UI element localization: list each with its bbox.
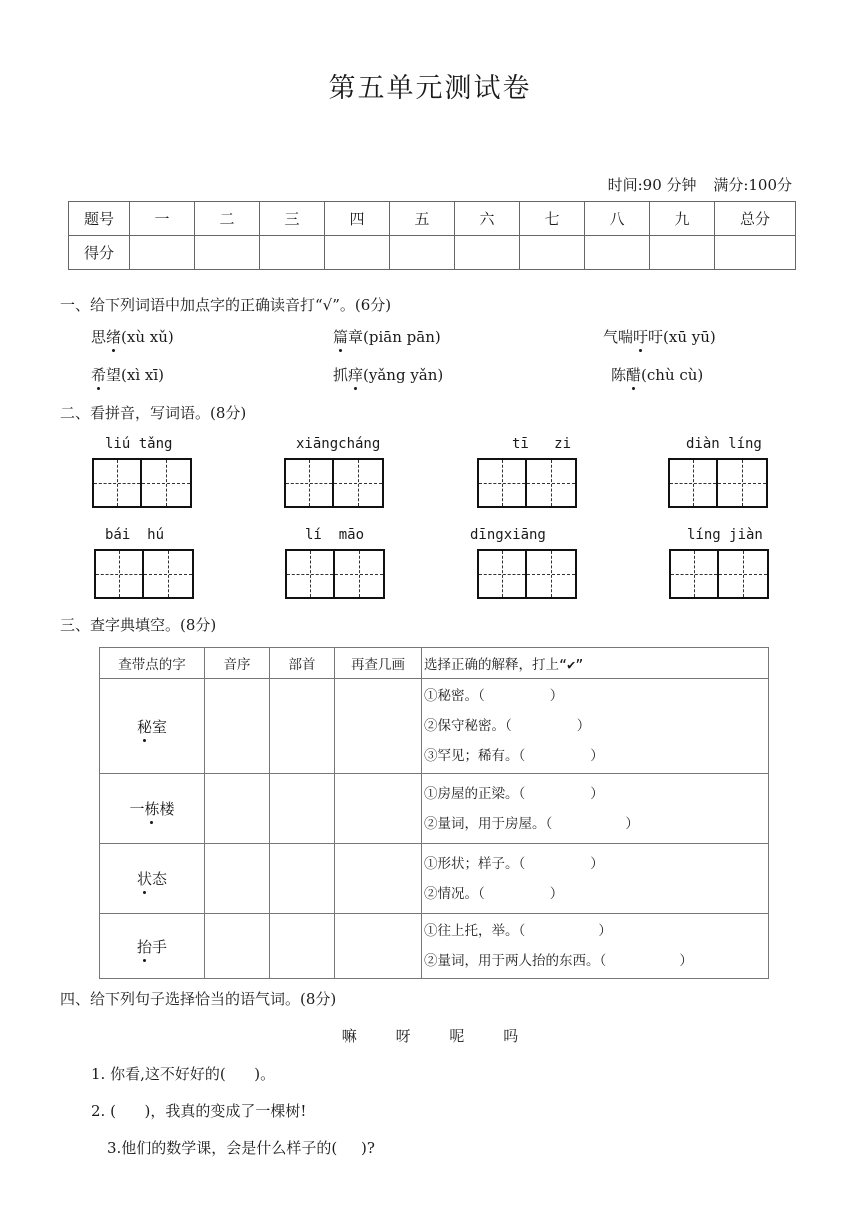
- option[interactable]: ①往上托，举。（ ）: [424, 923, 612, 939]
- dict-options: [422, 774, 769, 844]
- word-bank: [0, 1025, 860, 1046]
- score-cell[interactable]: [650, 236, 715, 270]
- writing-grid[interactable]: [334, 458, 384, 508]
- pronunciation-item[interactable]: [333, 326, 441, 347]
- blank-cell[interactable]: [335, 844, 422, 914]
- pinyin-label: líng jiàn: [687, 527, 763, 543]
- writing-grid[interactable]: [527, 549, 577, 599]
- tianzige-pair[interactable]: [284, 458, 384, 508]
- pronunciation-item[interactable]: [603, 326, 716, 347]
- tianzige-pair[interactable]: [285, 549, 385, 599]
- pinyin-options: (piān pān): [363, 328, 441, 346]
- blank-cell[interactable]: [335, 774, 422, 844]
- score-cell[interactable]: [325, 236, 390, 270]
- dict-header: 音序: [205, 648, 270, 679]
- pinyin-label: lí māo: [305, 527, 365, 543]
- full-score: 满分:100分: [713, 176, 792, 194]
- writing-grid[interactable]: [142, 458, 192, 508]
- dotted-char: 秘: [136, 717, 152, 736]
- option[interactable]: ①秘密。（ ）: [424, 688, 564, 704]
- blank-cell[interactable]: [270, 679, 335, 774]
- word-part: 抓: [333, 366, 349, 384]
- dotted-char: 抬: [136, 937, 152, 956]
- question-1[interactable]: 1. 你看,这不好好的( )。: [91, 1065, 276, 1083]
- writing-grid[interactable]: [719, 549, 769, 599]
- pronunciation-item[interactable]: [91, 364, 164, 385]
- option[interactable]: ①房屋的正梁。（ ）: [424, 785, 604, 802]
- score-cell[interactable]: [520, 236, 585, 270]
- section-1-heading: 一、给下列词语中加点字的正确读音打“√”。(6分): [60, 296, 392, 314]
- option[interactable]: ②量词，用于两人抬的东西。（ ）: [424, 953, 693, 969]
- option[interactable]: ②情况。（ ）: [424, 885, 564, 902]
- blank-cell[interactable]: [205, 679, 270, 774]
- blank-cell[interactable]: [205, 774, 270, 844]
- pinyin-label: bái hú: [105, 527, 165, 543]
- header-cell: 四: [325, 202, 390, 236]
- score-table: [68, 201, 796, 270]
- word-option: 吗: [503, 1027, 519, 1045]
- word-part: 思: [91, 328, 107, 346]
- word-option: 呀: [395, 1027, 411, 1045]
- dictionary-table: [99, 647, 769, 979]
- dict-row: [100, 914, 769, 979]
- header-cell: 六: [455, 202, 520, 236]
- question-3[interactable]: 3.他们的数学课，会是什么样子的( )?: [107, 1139, 375, 1157]
- header-cell: 七: [520, 202, 585, 236]
- dict-header: 再查几画: [335, 648, 422, 679]
- blank-cell[interactable]: [205, 844, 270, 914]
- dict-header-row: [100, 648, 769, 679]
- word-part: 章: [348, 328, 364, 346]
- writing-grid[interactable]: [94, 549, 144, 599]
- time-limit: 时间:90 分钟: [607, 176, 697, 194]
- writing-grid[interactable]: [92, 458, 142, 508]
- dotted-char: 醋: [626, 366, 642, 384]
- pronunciation-item[interactable]: [333, 364, 443, 385]
- option[interactable]: ②保守秘密。（ ）: [424, 718, 591, 734]
- writing-grid[interactable]: [718, 458, 768, 508]
- dotted-char: 希: [91, 366, 107, 384]
- blank-cell[interactable]: [270, 844, 335, 914]
- pinyin-label: liú tǎng: [105, 436, 173, 452]
- pronunciation-item[interactable]: [91, 326, 174, 347]
- dict-options: [422, 914, 769, 979]
- header-cell: 总分: [715, 202, 796, 236]
- tianzige-pair[interactable]: [477, 458, 577, 508]
- word-part: 陈: [611, 366, 627, 384]
- header-cell: 一: [130, 202, 195, 236]
- pinyin-label: diàn líng: [686, 436, 762, 452]
- word-part: 吁: [648, 328, 664, 346]
- exam-meta: [596, 174, 792, 195]
- pinyin-options: (xì xī): [121, 366, 165, 384]
- blank-cell[interactable]: [270, 914, 335, 979]
- dict-header: 选择正确的解释，打上“✔”: [422, 648, 769, 679]
- score-cell[interactable]: [260, 236, 325, 270]
- dotted-char: 绪: [106, 328, 122, 346]
- score-row: [69, 236, 796, 270]
- header-cell: 九: [650, 202, 715, 236]
- score-cell[interactable]: [390, 236, 455, 270]
- word-part: 气喘: [603, 328, 634, 346]
- header-cell: 五: [390, 202, 455, 236]
- header-cell: 二: [195, 202, 260, 236]
- section-4-heading: 四、给下列句子选择恰当的语气词。(8分): [60, 990, 337, 1008]
- writing-grid[interactable]: [669, 549, 719, 599]
- pinyin-options: (xù xǔ): [121, 328, 174, 346]
- dict-word: 抬手: [100, 914, 205, 979]
- header-cell: 八: [585, 202, 650, 236]
- tianzige-pair[interactable]: [92, 458, 192, 508]
- header-cell: 题号: [69, 202, 130, 236]
- writing-grid[interactable]: [527, 458, 577, 508]
- writing-grid[interactable]: [285, 549, 335, 599]
- blank-cell[interactable]: [335, 914, 422, 979]
- dict-row: [100, 774, 769, 844]
- pinyin-options: (yǎng yǎn): [363, 366, 444, 384]
- score-cell[interactable]: [130, 236, 195, 270]
- option[interactable]: ③罕见；稀有。（ ）: [424, 748, 604, 764]
- score-row-label: 得分: [69, 236, 130, 270]
- dict-word: 秘室: [100, 679, 205, 774]
- writing-grid[interactable]: [335, 549, 385, 599]
- word-option: 嘛: [341, 1027, 357, 1045]
- score-cell[interactable]: [455, 236, 520, 270]
- score-cell[interactable]: [715, 236, 796, 270]
- blank-cell[interactable]: [205, 914, 270, 979]
- dict-word: 状态: [100, 844, 205, 914]
- dotted-char: 痒: [348, 366, 364, 384]
- pinyin-label: xiāngcháng: [296, 436, 381, 452]
- score-cell[interactable]: [195, 236, 260, 270]
- score-header-row: [69, 202, 796, 236]
- blank-cell[interactable]: [335, 679, 422, 774]
- dict-header: 部首: [270, 648, 335, 679]
- section-3-heading: 三、查字典填空。(8分): [60, 616, 217, 634]
- dict-row: [100, 844, 769, 914]
- dict-row: [100, 679, 769, 774]
- writing-grid[interactable]: [284, 458, 334, 508]
- page-title: 第五单元测试卷: [328, 73, 532, 104]
- pinyin-options: (chù cù): [641, 366, 704, 384]
- dotted-char: 栋: [144, 800, 160, 818]
- dict-word: 一栋楼: [100, 774, 205, 844]
- tianzige-pair[interactable]: [669, 549, 769, 599]
- dotted-char: 篇: [333, 328, 349, 346]
- dotted-char: 状: [136, 870, 152, 888]
- writing-grid[interactable]: [477, 549, 527, 599]
- writing-grid[interactable]: [668, 458, 718, 508]
- option[interactable]: ①形状；样子。（ ）: [424, 855, 604, 872]
- tianzige-pair[interactable]: [94, 549, 194, 599]
- dotted-char: 吁: [633, 328, 649, 346]
- tianzige-pair[interactable]: [668, 458, 768, 508]
- tianzige-pair[interactable]: [477, 549, 577, 599]
- score-cell[interactable]: [585, 236, 650, 270]
- question-2[interactable]: 2. ( )，我真的变成了一棵树!: [91, 1102, 307, 1120]
- pinyin-options: (xū yū): [663, 328, 716, 346]
- section-2-heading: 二、看拼音，写词语。(8分): [60, 404, 247, 422]
- option[interactable]: ②量词，用于房屋。（ ）: [424, 815, 639, 832]
- writing-grid[interactable]: [477, 458, 527, 508]
- dict-header: 查带点的字: [100, 648, 205, 679]
- pronunciation-item[interactable]: [611, 364, 703, 385]
- word-part: 望: [106, 366, 122, 384]
- dict-options: [422, 679, 769, 774]
- writing-grid[interactable]: [144, 549, 194, 599]
- header-cell: 三: [260, 202, 325, 236]
- dict-options: [422, 844, 769, 914]
- word-option: 呢: [449, 1027, 465, 1045]
- pinyin-label: tī zi: [512, 436, 572, 452]
- pinyin-label: dīngxiāng: [470, 527, 546, 543]
- blank-cell[interactable]: [270, 774, 335, 844]
